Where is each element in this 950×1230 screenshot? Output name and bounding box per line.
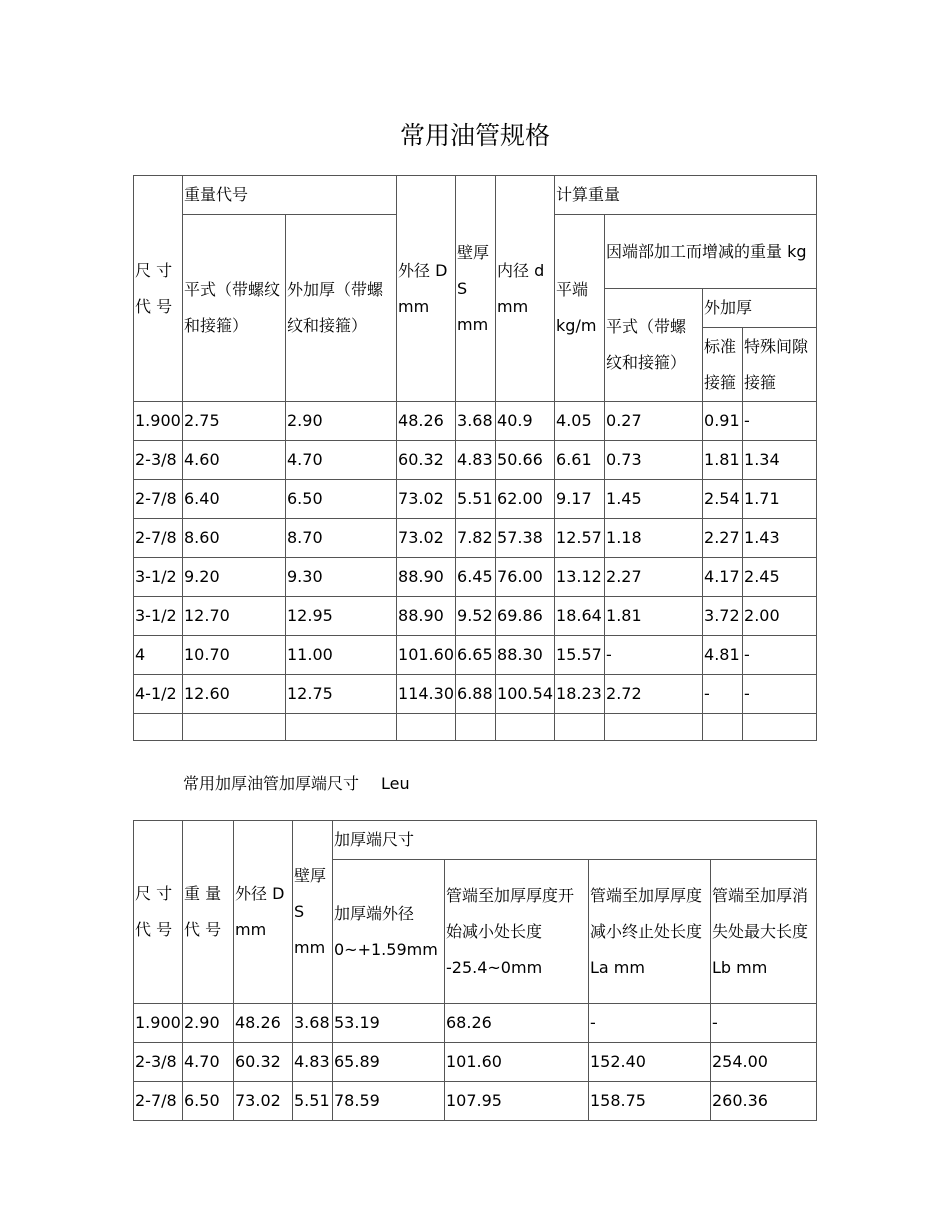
header-wall: 壁厚 S mm	[456, 176, 496, 402]
table-cell: 3-1/2	[134, 558, 183, 597]
table-cell: 2.90	[286, 402, 397, 441]
header-plain: 平式（带螺纹和接箍）	[183, 215, 286, 402]
table-cell: -	[589, 1004, 711, 1043]
table-row	[134, 519, 817, 558]
table-row	[134, 1004, 817, 1043]
table-cell: 6.50	[183, 1082, 234, 1121]
table-cell: 73.02	[397, 480, 456, 519]
table-cell: 2.27	[605, 558, 703, 597]
table-cell: 6.40	[183, 480, 286, 519]
table-cell: 78.59	[333, 1082, 445, 1121]
table-cell: 76.00	[496, 558, 555, 597]
table-cell: 107.95	[445, 1082, 589, 1121]
table-cell: 8.60	[183, 519, 286, 558]
table-cell: 48.26	[234, 1004, 293, 1043]
table-row-empty	[134, 714, 817, 741]
table-cell: 4.17	[703, 558, 743, 597]
table-cell: 0.73	[605, 441, 703, 480]
upset-end-table	[133, 820, 817, 1121]
header-upset2: 外加厚	[703, 289, 817, 328]
table-row	[134, 441, 817, 480]
table-cell: 1.45	[605, 480, 703, 519]
table-cell: 5.51	[456, 480, 496, 519]
table-cell: 254.00	[711, 1043, 817, 1082]
table-cell: 12.57	[555, 519, 605, 558]
table-cell: 2-3/8	[134, 441, 183, 480]
table-cell: 1.900	[134, 1004, 183, 1043]
table-cell: 0.91	[703, 402, 743, 441]
table-cell: 2-7/8	[134, 1082, 183, 1121]
table-cell: -	[743, 675, 817, 714]
table-cell: 12.70	[183, 597, 286, 636]
table-cell: 2-3/8	[134, 1043, 183, 1082]
table-cell: 2.00	[743, 597, 817, 636]
header-od: 外径 D mm	[397, 176, 456, 402]
header-size-code: 尺 寸 代 号	[134, 176, 183, 402]
table-cell: 68.26	[445, 1004, 589, 1043]
table-cell: 1.71	[743, 480, 817, 519]
table-cell: 8.70	[286, 519, 397, 558]
table-cell: 1.81	[605, 597, 703, 636]
table-cell: 4.81	[703, 636, 743, 675]
table-cell: 7.82	[456, 519, 496, 558]
table-row	[134, 1043, 817, 1082]
table-cell: 9.20	[183, 558, 286, 597]
header-wall: 壁厚 S mm	[293, 821, 333, 1004]
table-cell: 5.51	[293, 1082, 333, 1121]
table-cell: 152.40	[589, 1043, 711, 1082]
table-row	[134, 1082, 817, 1121]
table-cell: 62.00	[496, 480, 555, 519]
table-cell: 3.72	[703, 597, 743, 636]
table-cell: 12.75	[286, 675, 397, 714]
header-taper-start: 管端至加厚厚度开始减小处长度 -25.4~0mm	[445, 860, 589, 1004]
subtitle-text: 常用加厚油管加厚端尺寸	[183, 774, 360, 793]
table-cell: 2-7/8	[134, 519, 183, 558]
header-weight-code: 重 量 代 号	[183, 821, 234, 1004]
table-cell: 0.27	[605, 402, 703, 441]
header-id: 内径 d mm	[496, 176, 555, 402]
header-end-change: 因端部加工而增减的重量 kg	[605, 215, 817, 289]
table-cell: 100.54	[496, 675, 555, 714]
table-cell: 4.83	[456, 441, 496, 480]
subtitle-code: Leu	[381, 774, 410, 793]
table-cell: 73.02	[234, 1082, 293, 1121]
table-cell: -	[605, 636, 703, 675]
table-cell: 53.19	[333, 1004, 445, 1043]
table-cell: 88.90	[397, 558, 456, 597]
table-cell: 88.90	[397, 597, 456, 636]
table-row	[134, 636, 817, 675]
table-cell: 88.30	[496, 636, 555, 675]
table-cell: 12.60	[183, 675, 286, 714]
table-cell: 18.23	[555, 675, 605, 714]
table-cell: 101.60	[397, 636, 456, 675]
table-cell: 1.18	[605, 519, 703, 558]
table-cell: 12.95	[286, 597, 397, 636]
table-cell: 4-1/2	[134, 675, 183, 714]
table-cell: 4.70	[286, 441, 397, 480]
header-plain-end: 平端 kg/m	[555, 215, 605, 402]
table-cell: 2.72	[605, 675, 703, 714]
header-std-coupling: 标准接箍	[703, 328, 743, 402]
table-cell: 158.75	[589, 1082, 711, 1121]
table-cell: 4.70	[183, 1043, 234, 1082]
header-special-coupling: 特殊间隙接箍	[743, 328, 817, 402]
table-cell: 1.81	[703, 441, 743, 480]
table-cell: -	[743, 636, 817, 675]
header-max-len: 管端至加厚消失处最大长度 Lb mm	[711, 860, 817, 1004]
table-cell: 2.27	[703, 519, 743, 558]
table-cell: 18.64	[555, 597, 605, 636]
table-cell: 9.17	[555, 480, 605, 519]
table-cell: 50.66	[496, 441, 555, 480]
table-cell: -	[703, 675, 743, 714]
table-cell: 114.30	[397, 675, 456, 714]
header-od: 外径 D mm	[234, 821, 293, 1004]
table-row	[134, 402, 817, 441]
header-upset-dims: 加厚端尺寸	[333, 821, 817, 860]
table-cell: 2.45	[743, 558, 817, 597]
table-cell: 1.43	[743, 519, 817, 558]
table-cell: 6.45	[456, 558, 496, 597]
page-title: 常用油管规格	[399, 121, 550, 150]
header-taper-end: 管端至加厚厚度减小终止处长度 La mm	[589, 860, 711, 1004]
header-size-code: 尺 寸 代 号	[134, 821, 183, 1004]
table-cell: 6.50	[286, 480, 397, 519]
table-cell: 69.86	[496, 597, 555, 636]
table-cell: 2-7/8	[134, 480, 183, 519]
table-cell: 73.02	[397, 519, 456, 558]
header-weight-code: 重量代号	[183, 176, 397, 215]
table-cell: 6.88	[456, 675, 496, 714]
table-cell: 48.26	[397, 402, 456, 441]
table-cell: 2.75	[183, 402, 286, 441]
table-cell: 3.68	[293, 1004, 333, 1043]
table-cell: 9.30	[286, 558, 397, 597]
table-cell: 4	[134, 636, 183, 675]
table-cell: 3.68	[456, 402, 496, 441]
table-cell: 1.34	[743, 441, 817, 480]
tubing-spec-table	[133, 175, 817, 741]
table-cell: 57.38	[496, 519, 555, 558]
table-cell: 4.60	[183, 441, 286, 480]
table-cell: -	[743, 402, 817, 441]
table-cell: 6.65	[456, 636, 496, 675]
table-cell: 101.60	[445, 1043, 589, 1082]
table-cell: 3-1/2	[134, 597, 183, 636]
table-cell: 13.12	[555, 558, 605, 597]
section-subtitle	[183, 770, 410, 798]
header-plain2: 平式（带螺纹和接箍）	[605, 289, 703, 402]
table-row	[134, 558, 817, 597]
table-cell: 15.57	[555, 636, 605, 675]
table-cell: 65.89	[333, 1043, 445, 1082]
header-upset: 外加厚（带螺纹和接箍）	[286, 215, 397, 402]
table-row	[134, 597, 817, 636]
table-cell: 1.900	[134, 402, 183, 441]
table-cell: 60.32	[397, 441, 456, 480]
header-upset-od: 加厚端外径 0~+1.59mm	[333, 860, 445, 1004]
table-cell: 60.32	[234, 1043, 293, 1082]
table-cell: 40.9	[496, 402, 555, 441]
table-cell: 10.70	[183, 636, 286, 675]
header-calc-weight: 计算重量	[555, 176, 817, 215]
table-cell: 2.54	[703, 480, 743, 519]
table-row	[134, 480, 817, 519]
table-cell: 11.00	[286, 636, 397, 675]
table-cell: 4.83	[293, 1043, 333, 1082]
table-cell: 6.61	[555, 441, 605, 480]
table-cell: 260.36	[711, 1082, 817, 1121]
table-cell: 2.90	[183, 1004, 234, 1043]
table-cell: 9.52	[456, 597, 496, 636]
table-cell: 4.05	[555, 402, 605, 441]
table-row	[134, 675, 817, 714]
table-cell: -	[711, 1004, 817, 1043]
